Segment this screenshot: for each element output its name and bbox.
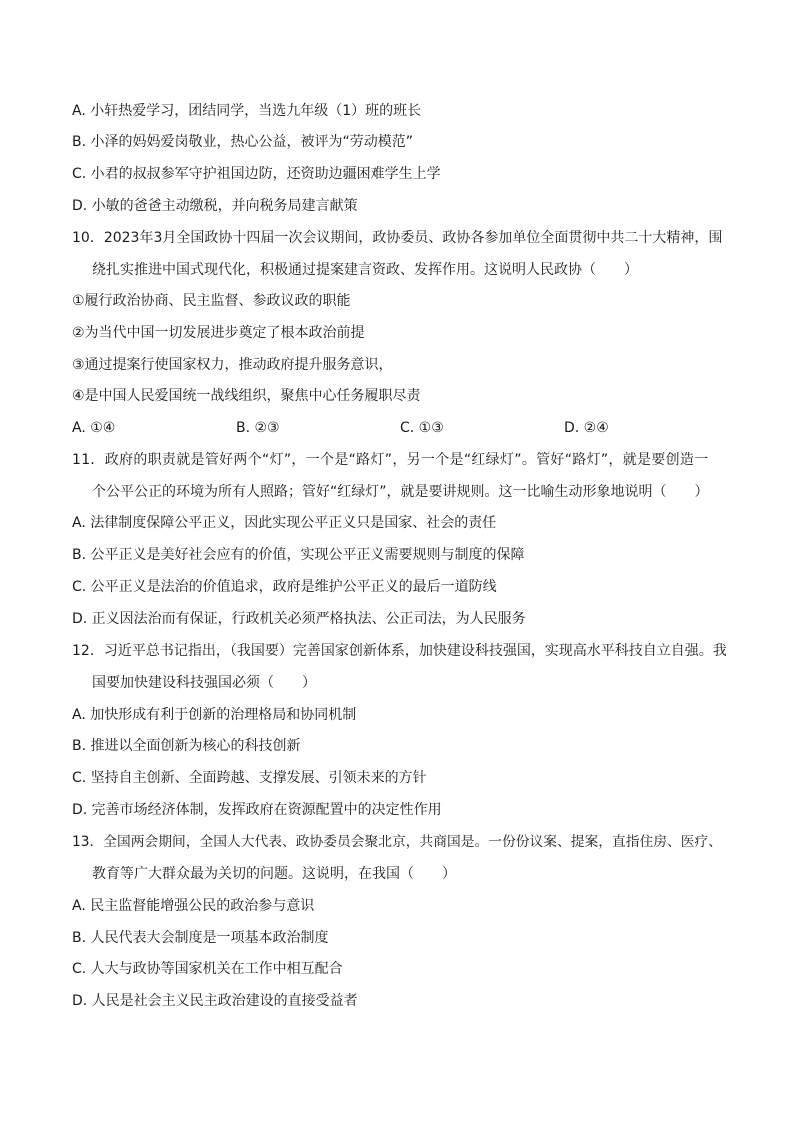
q13-stem-line-1: 13．全国两会期间，全国人大代表、政协委员会聚北京，共商国是。一份份议案、提案，直指住房、医疗、 [72, 834, 722, 850]
q10-statement-3: ③通过提案行使国家权力，推动政府提升服务意识， [72, 357, 393, 373]
q11-option-d: D. 正义因法治而有保证，行政机关必须严格执法、公正司法，为人民服务 [72, 611, 526, 627]
q12-stem-line-1: 12．习近平总书记指出，（我国要）完善国家创新体系，加快建设科技强国，实现高水平科技自立自强。我 [72, 643, 727, 659]
q12-stem-line-2: 国要加快建设科技强国必须（ ） [92, 675, 316, 691]
q12-option-b: B. 推进以全面创新为核心的科技创新 [72, 738, 301, 754]
q9-option-d: D. 小敏的爸爸主动缴税，并向税务局建言献策 [72, 198, 358, 214]
q13-stem-line-2: 教育等广大群众最为关切的问题。这说明，在我国（ ） [92, 866, 456, 882]
q13-option-b: B. 人民代表大会制度是一项基本政治制度 [72, 930, 329, 946]
q10-statement-2: ②为当代中国一切发展进步奠定了根本政治前提 [72, 325, 365, 341]
q10-stem-line-2: 绕扎实推进中国式现代化，积极通过提案建言资政、发挥作用。这说明人民政协（ ） [92, 262, 638, 278]
q11-stem-line-2: 个公平公正的环境为所有人照路；管好“红绿灯”，就是要讲规则。这一比喻生动形象地说明（ ） [92, 484, 709, 500]
q12-option-c: C. 坚持自主创新、全面跨越、支撑发展、引领未来的方针 [72, 770, 427, 786]
q9-option-c: C. 小君的叔叔参军守护祖国边防，还资助边疆困难学生上学 [72, 166, 441, 182]
q12-option-a: A. 加快形成有利于创新的治理格局和协同机制 [72, 707, 357, 723]
q13-option-c: C. 人大与政协等国家机关在工作中相互配合 [72, 961, 343, 977]
q9-option-b: B. 小泽的妈妈爱岗敬业，热心公益，被评为“劳动模范” [72, 134, 414, 150]
q10-option-a: A. ①④ [72, 420, 116, 436]
q9-option-a: A. 小轩热爱学习，团结同学，当选九年级（1）班的班长 [72, 103, 422, 119]
q11-stem-line-1: 11．政府的职责就是管好两个“灯”，一个是“路灯”，另一个是“红绿灯”。管好“路灯”，就是要创造一 [72, 452, 709, 468]
q10-option-d: D. ②④ [564, 420, 609, 436]
q10-statement-4: ④是中国人民爱国统一战线组织，聚焦中心任务履职尽责 [72, 388, 421, 404]
q10-option-c: C. ①③ [400, 420, 444, 436]
q13-option-d: D. 人民是社会主义民主政治建设的直接受益者 [72, 993, 358, 1009]
q10-statement-1: ①履行政治协商、民主监督、参政议政的职能 [72, 293, 351, 309]
q11-option-c: C. 公平正义是法治的价值追求，政府是维护公平正义的最后一道防线 [72, 579, 497, 595]
q11-option-a: A. 法律制度保障公平正义，因此实现公平正义只是国家、社会的责任 [72, 515, 497, 531]
q10-options-row [72, 418, 733, 438]
q10-stem-line-1: 10．2023年3月全国政协十四届一次会议期间，政协委员、政协各参加单位全面贯彻中共二十大精神，围 [72, 230, 723, 246]
q11-option-b: B. 公平正义是美好社会应有的价值，实现公平正义需要规则与制度的保障 [72, 547, 525, 563]
q12-option-d: D. 完善市场经济体制，发挥政府在资源配置中的决定性作用 [72, 802, 442, 818]
q13-option-a: A. 民主监督能增强公民的政治参与意识 [72, 898, 315, 914]
q10-option-b: B. ②③ [236, 420, 280, 436]
